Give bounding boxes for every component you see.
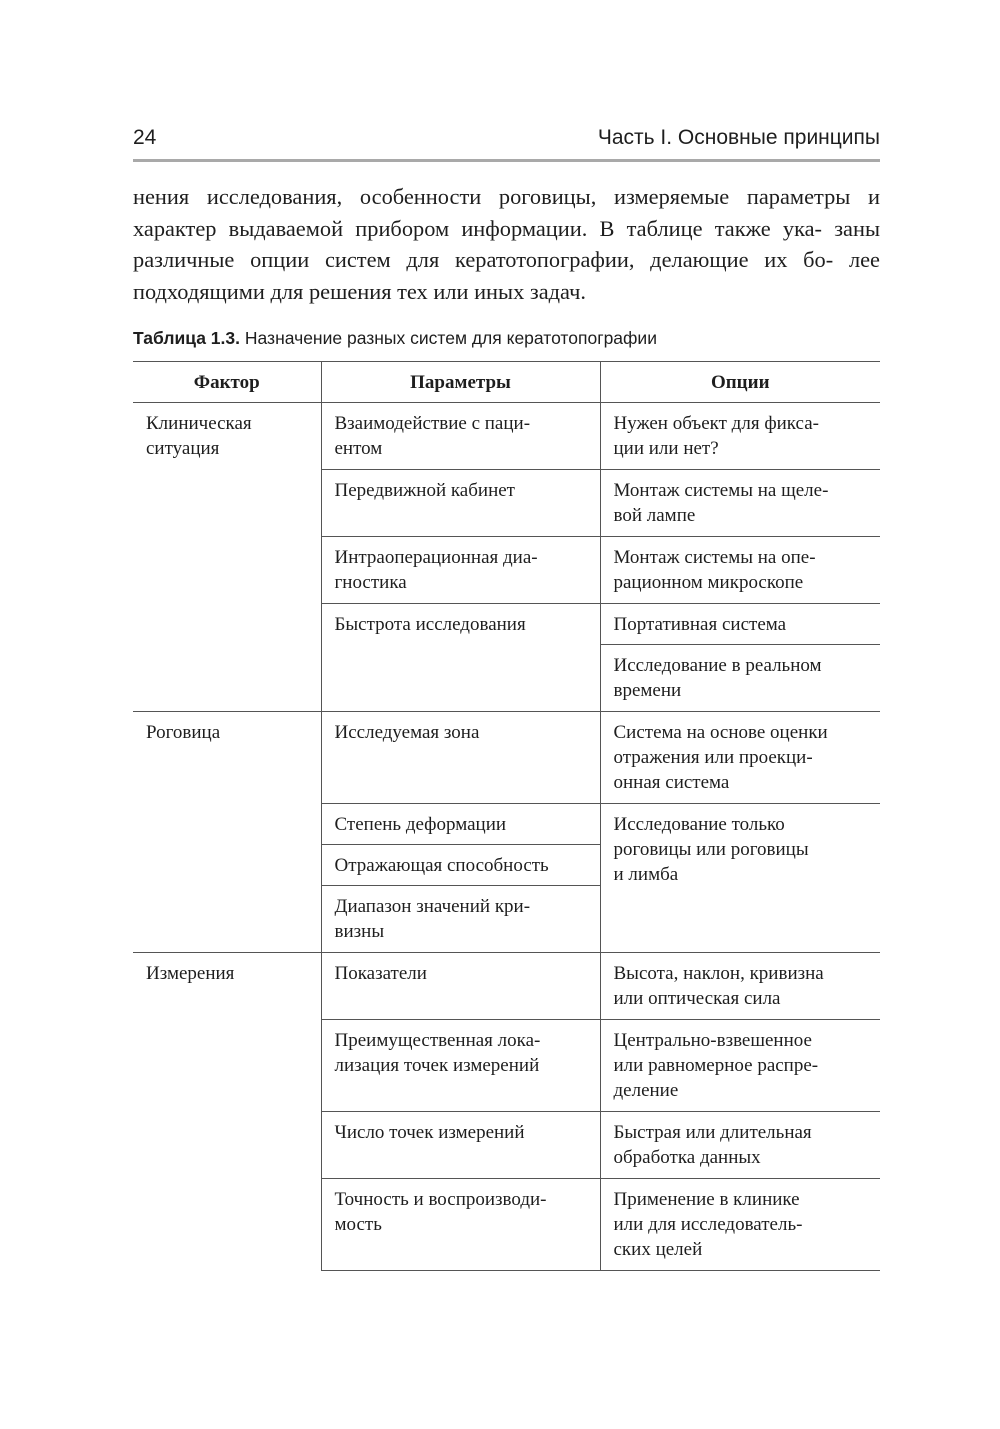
option-text: Центрально-взвешенное или равномерное распре- деление: [613, 1030, 819, 1101]
parameter-cell: [321, 537, 600, 604]
factor-text: Клиническая ситуация: [146, 413, 252, 459]
option-cell: [600, 953, 880, 1020]
option-text: Система на основе оценки отражения или проекци- онная система: [613, 722, 828, 793]
option-text: Монтаж системы на опе- рационном микроскопе: [613, 547, 816, 593]
keratotopography-table: [133, 361, 880, 1271]
parameter-text: Быстрота исследования: [334, 614, 526, 635]
table-caption: [133, 325, 880, 351]
intro-line: заны различные опции систем для кератотопографии, делающие их бо-: [133, 215, 880, 272]
parameter-cell: [321, 604, 600, 712]
parameter-text: Число точек измерений: [334, 1122, 525, 1143]
option-text: Высота, наклон, кривизна или оптическая сила: [613, 963, 824, 1009]
option-cell: [600, 403, 880, 470]
parameter-cell: [321, 1112, 600, 1179]
column-header-options: Опции: [600, 362, 880, 403]
table-caption-label: Таблица 1.3.: [133, 328, 240, 348]
parameter-text: Показатели: [334, 963, 427, 984]
parameter-cell: [321, 845, 600, 886]
factor-cell: [133, 712, 321, 953]
option-text: Исследование только роговицы или роговицы и лимба: [613, 814, 809, 885]
parameter-text: Отражающая способность: [334, 855, 549, 876]
option-cell: [600, 604, 880, 645]
intro-line: нения исследования, особенности роговицы, измеряемые параметры: [133, 184, 851, 209]
intro-line: и характер выдаваемой прибором информации. В таблице также ука-: [133, 184, 880, 241]
parameter-text: Степень деформации: [334, 814, 507, 835]
intro-paragraph: [133, 181, 880, 307]
parameter-text: Передвижной кабинет: [334, 480, 515, 501]
parameter-cell: [321, 1179, 600, 1271]
factor-text: Измерения: [146, 963, 235, 984]
parameter-text: Диапазон значений кри- визны: [334, 896, 531, 942]
factor-cell: [133, 403, 321, 712]
option-text: Нужен объект для фикса- ции или нет?: [613, 413, 819, 459]
option-text: Портативная система: [613, 614, 787, 635]
column-header-factor: Фактор: [133, 362, 321, 403]
intro-line: лее подходящими для решения тех или иных задач.: [133, 247, 880, 304]
table-row: [133, 953, 880, 1020]
parameter-text: Интраоперационная диа- гностика: [334, 547, 538, 593]
option-text: Быстрая или длительная обработка данных: [613, 1122, 812, 1168]
parameter-text: Исследуемая зона: [334, 722, 480, 743]
column-header-parameters: Параметры: [321, 362, 600, 403]
factor-text: Роговица: [146, 722, 221, 743]
parameter-cell: [321, 953, 600, 1020]
option-cell: [600, 537, 880, 604]
option-cell: [600, 1020, 880, 1112]
parameter-text: Точность и воспроизводи- мость: [334, 1189, 547, 1235]
option-text: Применение в клинике или для исследователь- ских целей: [613, 1189, 803, 1260]
table-row: [133, 403, 880, 470]
parameter-text: Преимущественная лока- лизация точек измерений: [334, 1030, 541, 1076]
page-header: [133, 126, 880, 156]
option-cell: [600, 645, 880, 712]
option-cell: [600, 470, 880, 537]
table-header-row: [133, 362, 880, 403]
parameter-cell: [321, 403, 600, 470]
header-rule: [133, 159, 880, 162]
factor-cell: [133, 953, 321, 1271]
parameter-cell: [321, 1020, 600, 1112]
parameter-cell: [321, 470, 600, 537]
parameter-text: Взаимодействие с паци- ентом: [334, 413, 531, 459]
page-number: 24: [133, 126, 157, 149]
parameter-cell: [321, 804, 600, 845]
running-title: Часть I. Основные принципы: [597, 126, 880, 149]
table-row: [133, 712, 880, 804]
option-cell: [600, 804, 880, 953]
option-text: Монтаж системы на щеле- вой лампе: [613, 480, 829, 526]
table-caption-title: Назначение разных систем для кератотопографии: [244, 328, 657, 348]
option-cell: [600, 1112, 880, 1179]
option-text: Исследование в реальном времени: [613, 655, 822, 701]
parameter-cell: [321, 886, 600, 953]
parameter-cell: [321, 712, 600, 804]
option-cell: [600, 712, 880, 804]
option-cell: [600, 1179, 880, 1271]
